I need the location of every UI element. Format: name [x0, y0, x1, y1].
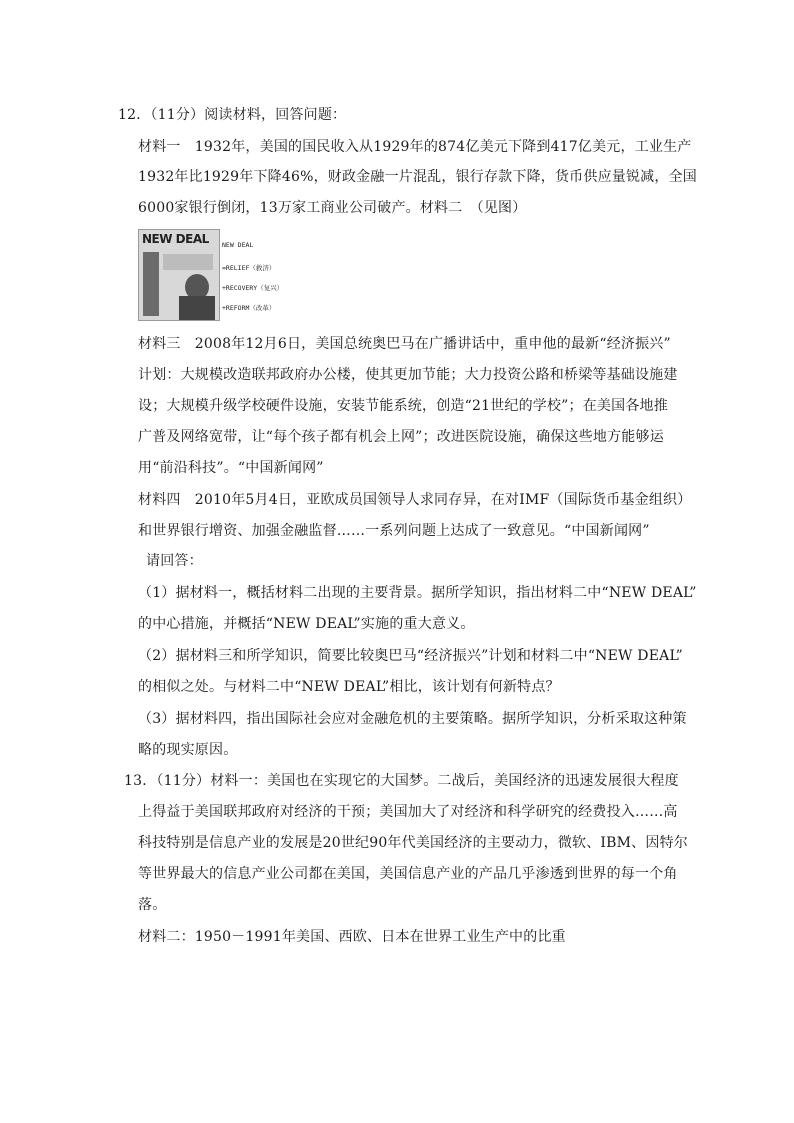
question-13-line-5: 落。 [138, 897, 167, 913]
sub-question-1-line-1: （1）据材料一，概括材料二出现的主要背景。据所学知识，指出材料二中“NEW DEAL” [138, 585, 697, 601]
sub-question-2-line-2: 的相似之处。与材料二中“NEW DEAL”相比，该计划有何新特点？ [138, 679, 560, 695]
material-3-line-4: 广普及网络宽带，让“每个孩子都有机会上网”；改进医院设施，确保这些地方能够运 [138, 429, 664, 445]
new-deal-figure [138, 229, 288, 321]
question-13-line-1: 13．（11分）材料一：美国也在实现它的大国梦。二战后，美国经济的迅速发展很大程度 [124, 773, 679, 789]
material-3-line-2: 计划：大规模改造联邦政府办公楼，使其更加节能；大力投资公路和桥梁等基础设施建 [138, 367, 678, 383]
poster-uncle-sam-figure [143, 252, 159, 316]
question-13-line-4: 等世界最大的信息产业公司都在美国，美国信息产业的产品几乎渗透到世界的每一个角 [138, 866, 678, 882]
material-3-line-1: 材料三 2008年12月6日，美国总统奥巴马在广播讲话中，重申他的最新“经济振兴” [138, 336, 671, 352]
material-4-line-2: 和世界银行增资、加强金融监督……一系列问题上达成了一致意见。“中国新闻网” [138, 523, 650, 539]
figure-label-reform: +REFORM（改革） [222, 304, 276, 312]
prompt-please-answer: 请回答： [146, 553, 203, 569]
sub-question-3-line-2: 略的现实原因。 [138, 742, 238, 758]
material-3-line-3: 设；大规模升级学校硬件设施，安装节能系统，创造“21世纪的学校”；在美国各地推 [138, 398, 668, 414]
figure-label-new-deal: NEW DEAL [222, 241, 254, 249]
question-13-material-2: 材料二：1950－1991年美国、西欧、日本在世界工业生产中的比重 [138, 929, 566, 945]
question-13-line-2: 上得益于美国联邦政府对经济的干预；美国加大了对经济和科学研究的经费投入……高 [138, 804, 678, 820]
poster-portrait-body [179, 296, 215, 320]
poster-title: NEW DEAL [142, 232, 209, 246]
question-13-line-3: 科技特别是信息产业的发展是20世纪90年代美国经济的主要动力，微软、IBM、因特尔 [138, 835, 688, 851]
sub-question-1-line-2: 的中心措施，并概括“NEW DEAL”实施的重大意义。 [138, 616, 475, 632]
material-3-line-5: 用“前沿科技”。“中国新闻网” [138, 460, 324, 476]
material-1-line-2: 1932年比1929年下降46%，财政金融一片混乱，银行存款下降，货币供应量锐减，全国 [138, 169, 697, 185]
figure-label-recovery: +RECOVERY（复兴） [222, 284, 284, 292]
material-4-line-1: 材料四 2010年5月4日，亚欧成员国领导人求同存异，在对IMF（国际货币基金组织） [138, 492, 692, 508]
material-1-line-3: 6000家银行倒闭，13万家工商业公司破产。材料二 （见图） [138, 200, 527, 216]
poster-banner [163, 254, 213, 270]
sub-question-3-line-1: （3）据材料四，指出国际社会应对金融危机的主要策略。据所学知识，分析采取这种策 [138, 711, 687, 727]
figure-label-relief: =RELIEF（救济） [222, 264, 276, 272]
question-12-title: 12．（11分）阅读材料，回答问题： [118, 107, 347, 123]
sub-question-2-line-1: （2）据材料三和所学知识，简要比较奥巴马“经济振兴”计划和材料二中“NEW DEAL” [138, 648, 683, 664]
material-1-line-1: 材料一 1932年，美国的国民收入从1929年的874亿美元下降到417亿美元，工业生产 [138, 139, 692, 155]
new-deal-poster-image [138, 229, 220, 321]
